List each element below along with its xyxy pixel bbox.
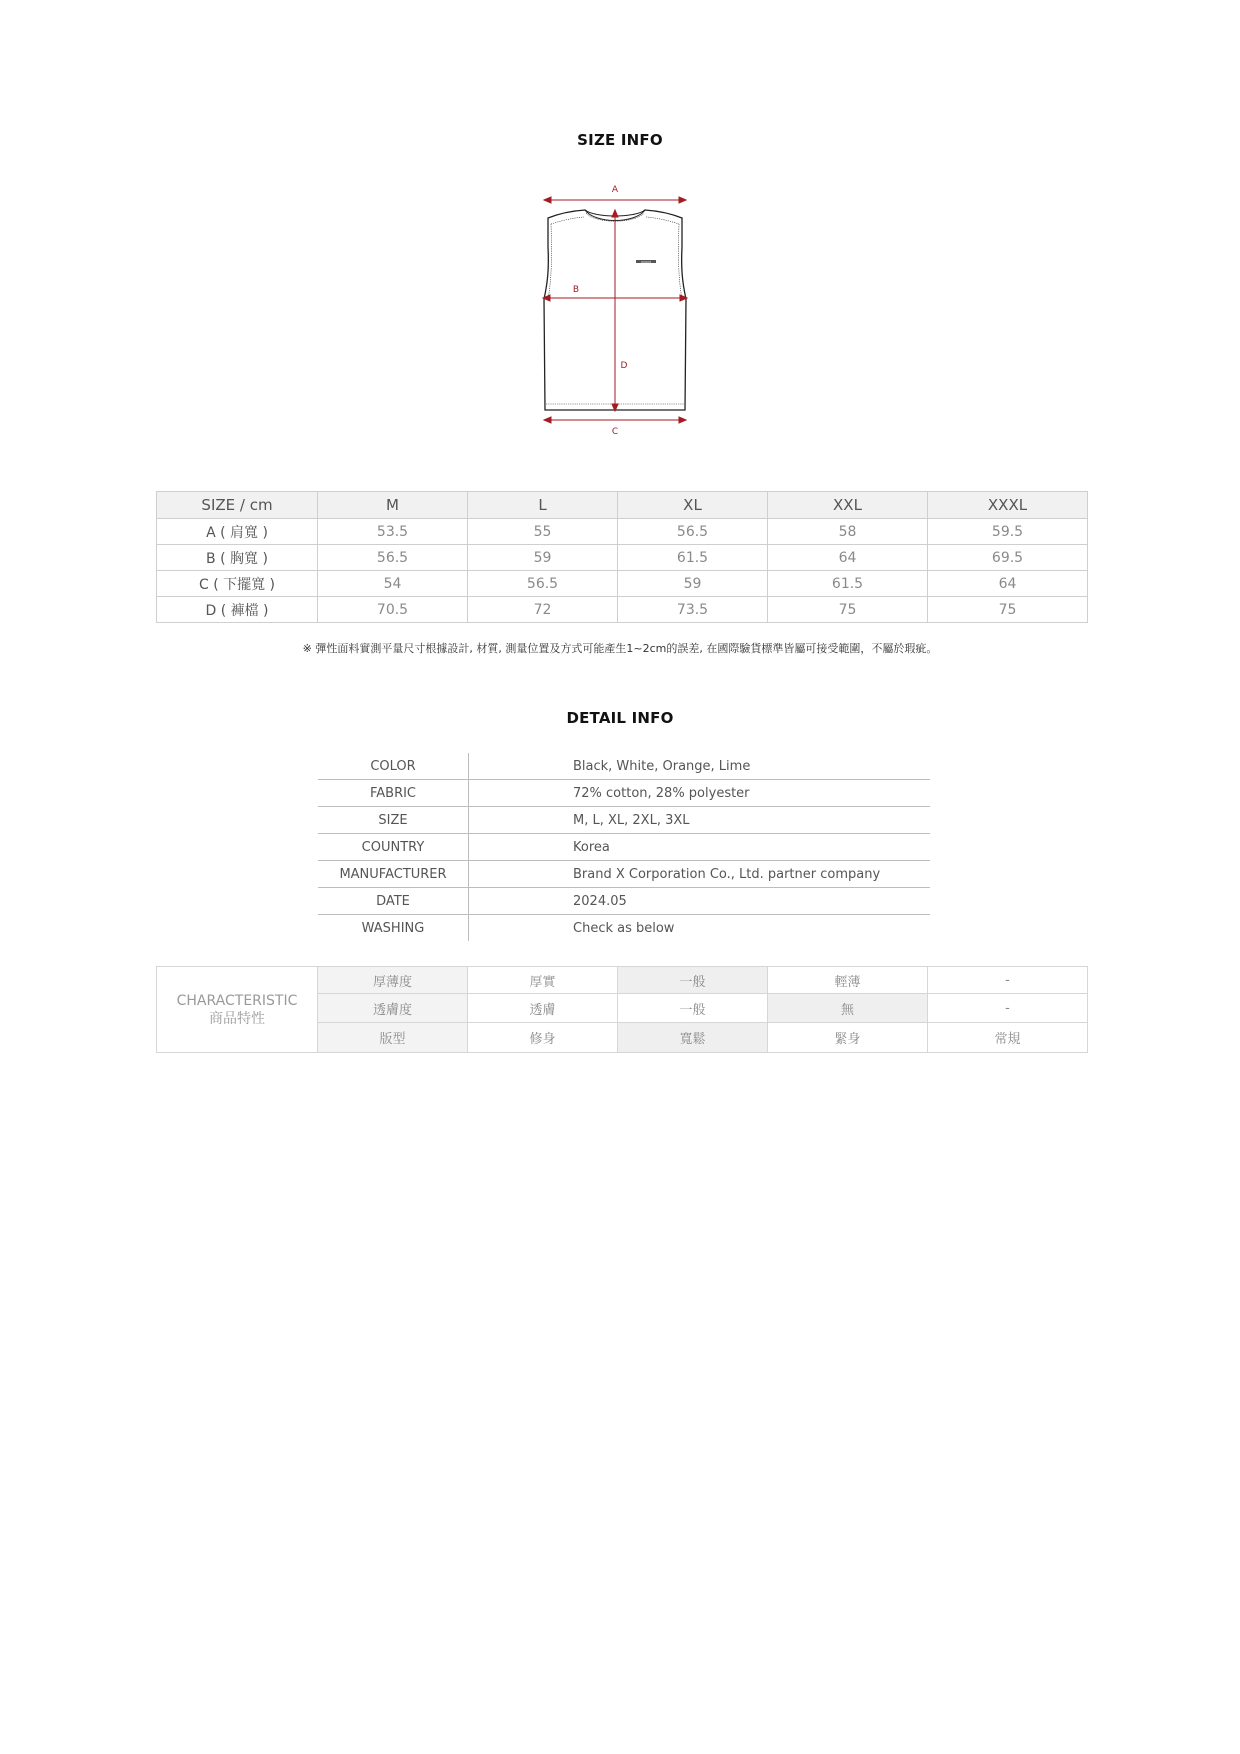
size-cell: 70.5 [318, 597, 468, 623]
detail-row [318, 807, 930, 834]
char-attribute: 版型 [318, 1023, 468, 1053]
char-option: 無 [768, 994, 928, 1023]
characteristic-label-zh: 商品特性 [209, 1010, 265, 1027]
char-option: 輕薄 [768, 967, 928, 994]
chest-print-text: XXXXX [640, 260, 652, 264]
detail-row [318, 888, 930, 915]
size-cell: 73.5 [618, 597, 768, 623]
detail-row [318, 753, 930, 780]
size-cell: 53.5 [318, 519, 468, 545]
size-note: ※ 彈性面料實測平量尺寸根據設計, 材質, 測量位置及方式可能產生1~2cm的誤差, 在國際驗貨標準皆屬可接受範圍，不屬於瑕疵。 [302, 642, 938, 655]
size-header-cell: XXXL [928, 492, 1088, 519]
size-cell: 59 [468, 545, 618, 571]
detail-label: MANUFACTURER [318, 861, 469, 888]
size-cell: 55 [468, 519, 618, 545]
detail-label: SIZE [318, 807, 469, 834]
size-header-cell: SIZE / cm [157, 492, 318, 519]
characteristic-label-en: CHARACTERISTIC [176, 992, 298, 1009]
char-attribute: 透膚度 [318, 994, 468, 1023]
char-row [157, 967, 1088, 994]
detail-value: Black, White, Orange, Lime [469, 753, 931, 780]
detail-value: 2024.05 [469, 888, 931, 915]
detail-label: DATE [318, 888, 469, 915]
size-row-c [157, 571, 1088, 597]
detail-label: COUNTRY [318, 834, 469, 861]
char-option: 修身 [468, 1023, 618, 1053]
size-row-a [157, 519, 1088, 545]
size-cell: 56.5 [468, 571, 618, 597]
detail-row [318, 915, 930, 942]
size-cell: 75 [928, 597, 1088, 623]
detail-info-title: DETAIL INFO [566, 709, 674, 727]
char-option: 透膚 [468, 994, 618, 1023]
size-cell: 64 [768, 545, 928, 571]
size-cell: 75 [768, 597, 928, 623]
detail-row [318, 780, 930, 807]
size-row-b [157, 545, 1088, 571]
char-option: - [928, 994, 1088, 1023]
detail-row [318, 834, 930, 861]
size-table [156, 491, 1088, 623]
char-attribute: 厚薄度 [318, 967, 468, 994]
characteristic-table [156, 966, 1088, 1053]
size-header-cell: L [468, 492, 618, 519]
detail-label: FABRIC [318, 780, 469, 807]
size-row-label: C ( 下擺寬 ) [157, 571, 318, 597]
detail-value: Korea [469, 834, 931, 861]
measure-label-b: B [572, 285, 580, 295]
char-option: 常規 [928, 1023, 1088, 1053]
size-cell: 59.5 [928, 519, 1088, 545]
size-cell: 58 [768, 519, 928, 545]
detail-value: Brand X Corporation Co., Ltd. partner company [469, 861, 931, 888]
char-option: 一般 [618, 967, 768, 994]
detail-table [318, 753, 930, 941]
size-cell: 56.5 [318, 545, 468, 571]
size-cell: 61.5 [618, 545, 768, 571]
detail-label: WASHING [318, 915, 469, 942]
size-row-label: B ( 胸寬 ) [157, 545, 318, 571]
detail-value: 72% cotton, 28% polyester [469, 780, 931, 807]
size-cell: 56.5 [618, 519, 768, 545]
size-cell: 54 [318, 571, 468, 597]
detail-value: Check as below [573, 920, 675, 936]
size-row-label: D ( 褲檔 ) [157, 597, 318, 623]
size-row-d [157, 597, 1088, 623]
detail-value: M, L, XL, 2XL, 3XL [469, 807, 931, 834]
size-header-cell: XXL [768, 492, 928, 519]
size-cell: 72 [468, 597, 618, 623]
char-option: - [928, 967, 1088, 994]
size-cell: 69.5 [928, 545, 1088, 571]
characteristic-label [157, 967, 318, 1053]
measure-label-a: A [611, 185, 619, 195]
measure-label-d: D [620, 361, 628, 371]
detail-row [318, 861, 930, 888]
char-option: 一般 [618, 994, 768, 1023]
sleeveless-shirt-diagram [540, 182, 690, 442]
char-option: 緊身 [768, 1023, 928, 1053]
char-option: 寬鬆 [618, 1023, 768, 1053]
size-cell: 59 [618, 571, 768, 597]
measure-label-c: C [611, 427, 619, 437]
size-cell: 64 [928, 571, 1088, 597]
size-table-header-row [157, 492, 1088, 519]
size-cell: 61.5 [768, 571, 928, 597]
size-header-cell: XL [618, 492, 768, 519]
detail-label: COLOR [318, 753, 469, 780]
size-row-label: A ( 肩寬 ) [157, 519, 318, 545]
size-header-cell: M [318, 492, 468, 519]
size-info-title: SIZE INFO [577, 131, 663, 149]
char-option: 厚實 [468, 967, 618, 994]
